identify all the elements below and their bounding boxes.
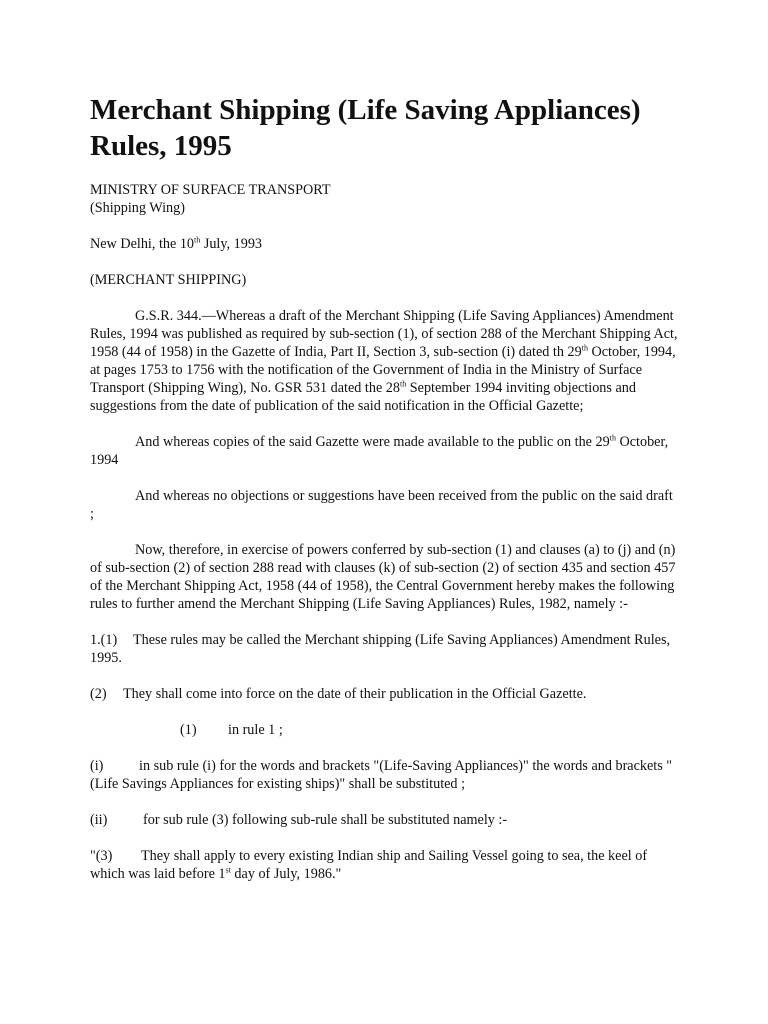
item-i (90, 757, 680, 793)
date-suffix: July, 1993 (200, 236, 263, 252)
no-objections-paragraph: And whereas no objections or suggestions have been received from the public on the said draft ; (90, 488, 673, 522)
rule-sup: st (225, 865, 231, 875)
date-sup: th (194, 235, 201, 245)
item-ii (90, 811, 680, 829)
copies-text-1: And whereas copies of the said Gazette were made available to the public on the 29 (135, 434, 610, 450)
rule-text-2: day of July, 1986." (230, 866, 342, 882)
now-therefore-paragraph: Now, therefore, in exercise of powers conferred by sub-section (1) and clauses (a) to (j) and (n) of sub-section (2) of section 288 read with clauses (k) of sub-section (2) of section 435 and section 457 of the Merchant Shipping Act, 1958 (44 of 1958), the Central Government hereby makes the following rules to further amend the Merchant Shipping (Life Saving Appliances) Rules, 1982, namely :- (90, 542, 676, 612)
item-number: (i) (90, 758, 104, 774)
rule-1-1 (90, 631, 680, 667)
rule-text: They shall come into force on the date of their publication in the Official Gazette. (123, 686, 587, 702)
quoted-rule-3 (90, 847, 680, 883)
rule-number: (1) (180, 722, 197, 738)
item-text: for sub rule (3) following sub-rule shall be substituted namely :- (143, 812, 508, 828)
rule-number: (2) (90, 686, 107, 702)
ministry-block (90, 181, 680, 217)
rule-text-1: They shall apply to every existing Indian ship and Sailing Vessel going to sea, the keel of which was laid before 1 (90, 848, 648, 882)
date-prefix: New Delhi, the 10 (90, 236, 195, 252)
rule-number: "(3) (90, 848, 113, 864)
section-heading: (MERCHANT SHIPPING) (90, 272, 247, 288)
copies-sup: th (609, 433, 616, 443)
rule-sub-1 (90, 721, 680, 739)
gsr-text-3: September 1994 inviting objections and suggestions from the date of publication of the said notification in the Official Gazette; (90, 380, 636, 414)
item-text: in sub rule (i) for the words and brackets "(Life-Saving Appliances)" the words and brackets "(Life Savings Appliances for existing ships)" shall be substituted ; (90, 758, 673, 792)
rule-number: 1.(1) (90, 632, 118, 648)
copies-paragraph (90, 433, 680, 469)
date-line (90, 235, 680, 253)
item-number: (ii) (90, 812, 108, 828)
copies-text-2: October, 1994 (90, 434, 669, 468)
document-page (90, 92, 680, 883)
gsr-text-2: October, 1994, at pages 1753 to 1756 with the notification of the Government of India in the Ministry of Surface Transport (Shipping Wing), No. GSR 531 dated the 28 (90, 344, 676, 396)
gsr-sup-2: th (399, 379, 407, 389)
wing-name: (Shipping Wing) (90, 200, 185, 216)
rule-text: These rules may be called the Merchant shipping (Life Saving Appliances) Amendment Rules, 1995. (90, 632, 671, 666)
ministry-name: MINISTRY OF SURFACE TRANSPORT (90, 182, 331, 198)
gsr-paragraph (90, 307, 680, 415)
rule-2 (90, 685, 680, 703)
gsr-sup-1: th (581, 343, 588, 353)
gsr-text-1: G.S.R. 344.—Whereas a draft of the Merchant Shipping (Life Saving Appliances) Amendment Rules, 1994 was published as required by sub-section (1), of section 288 of the Merchant Shipping Act, 1958 (44 of 1958) in the Gazette of India, Part II, Section 3, sub-section (i) dated th 29 (90, 308, 678, 360)
rule-text: in rule 1 ; (228, 722, 283, 738)
document-title: Merchant Shipping (Life Saving Appliances) Rules, 1995 (90, 94, 641, 162)
